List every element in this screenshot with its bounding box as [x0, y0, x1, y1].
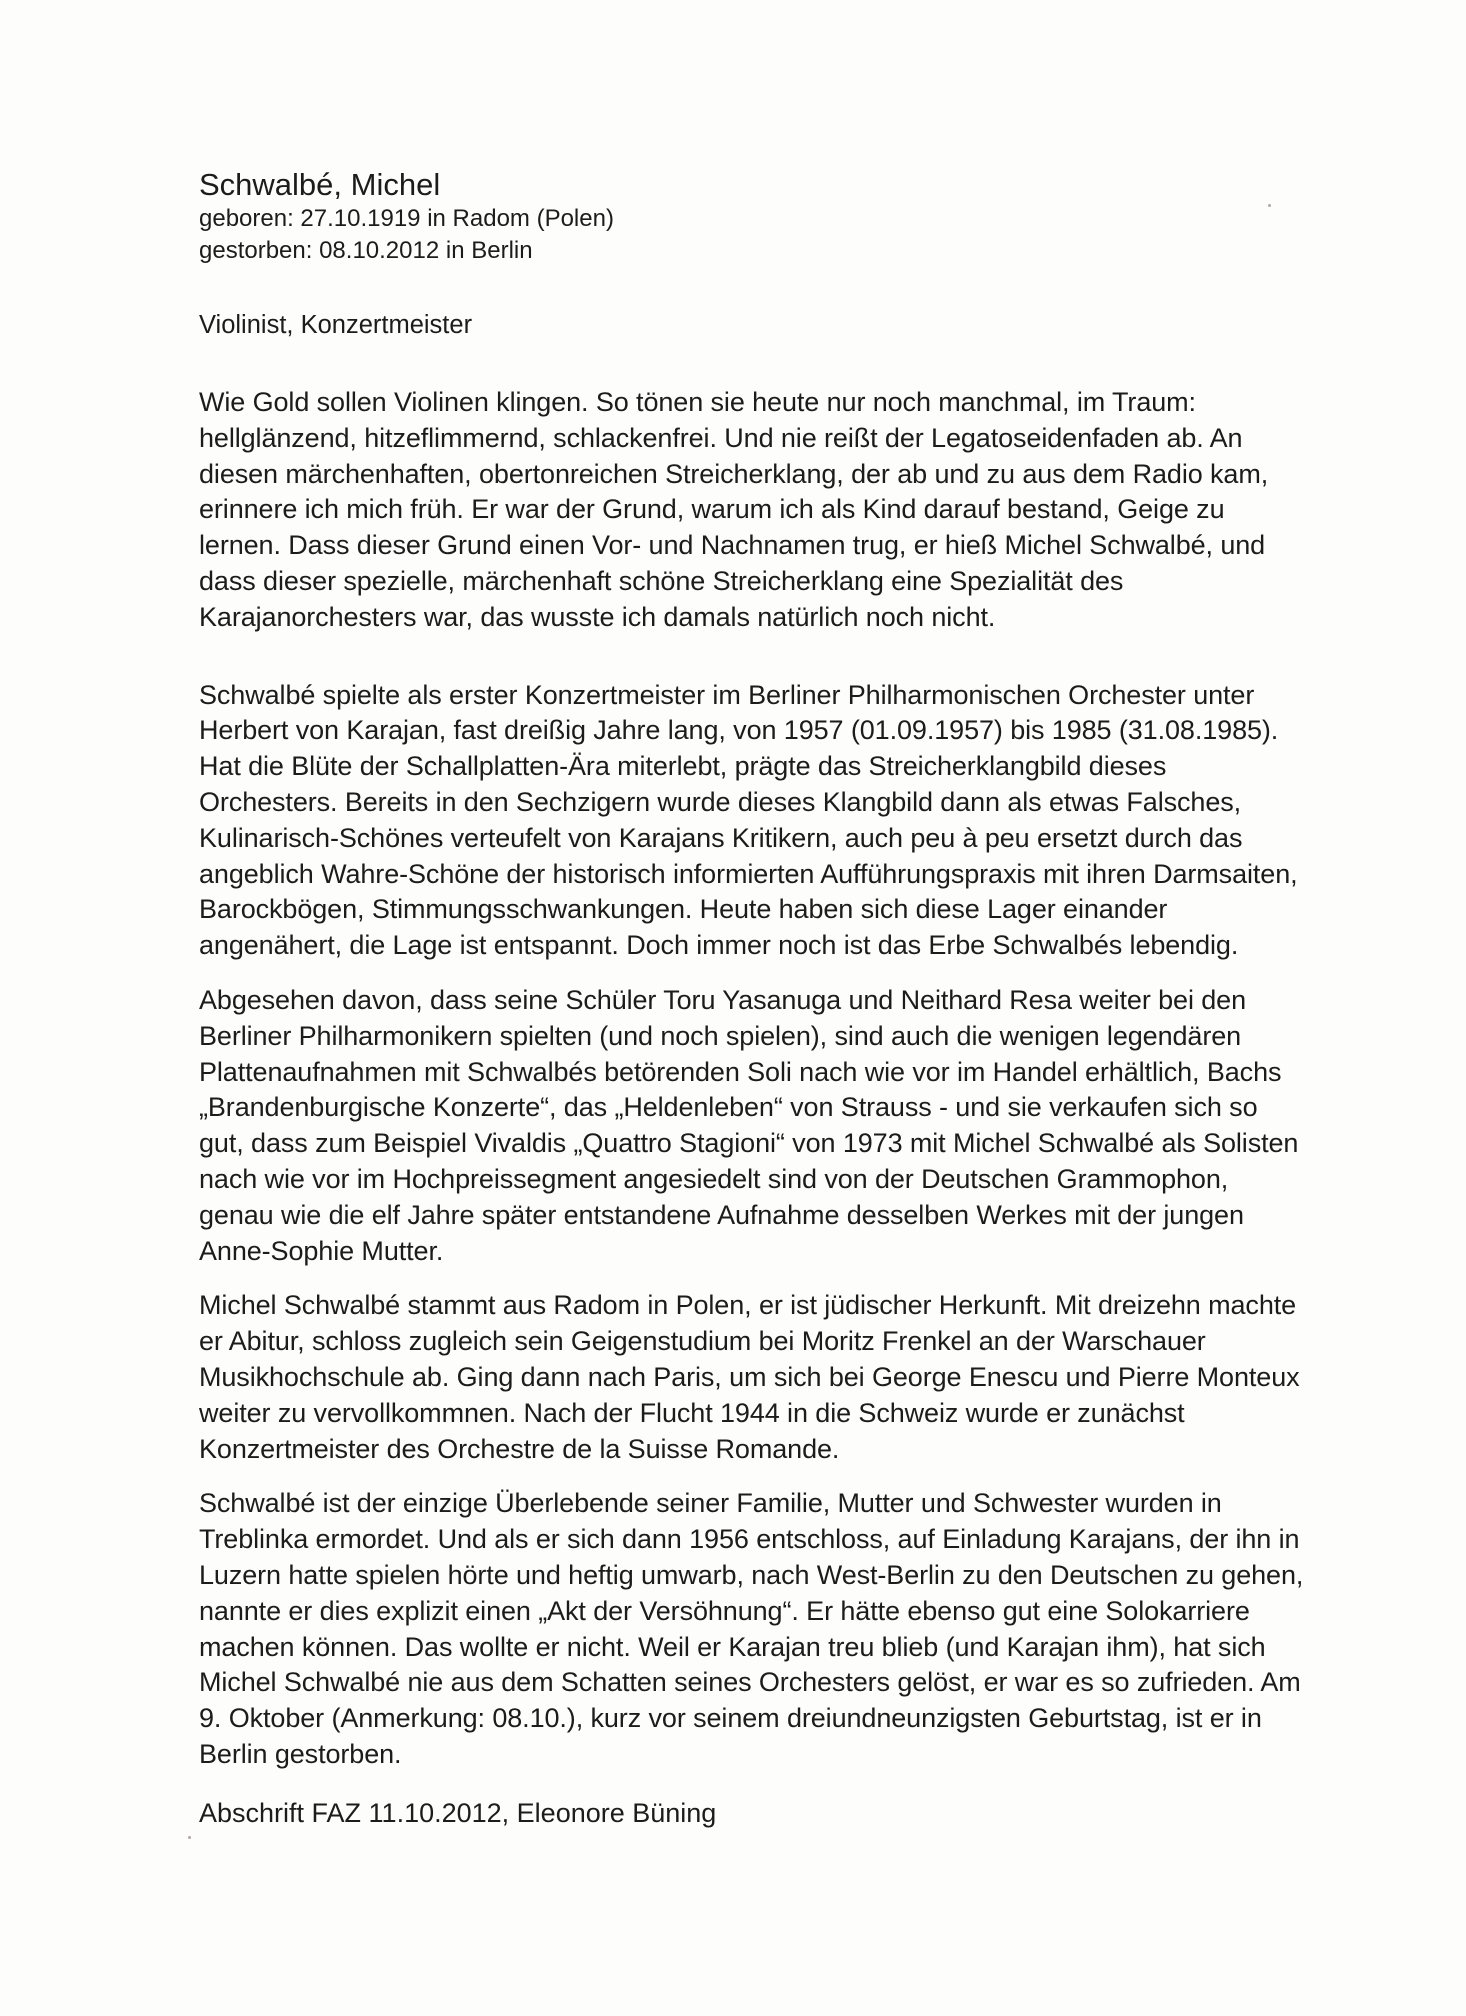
paragraph-intro: Wie Gold sollen Violinen klingen. So tönen sie heute nur noch manchmal, im Traum: hellglänzend, hitzeflimmernd, schlackenfrei. Und nie reißt der Legatoseidenfaden ab. An diesen märchenhaften, obertonreichen Streicherklang, der ab und zu aus dem Radio kam, erinnere ich mich früh. Er war der Grund, warum ich als Kind darauf bestand, Geige zu lernen. Dass dieser Grund einen Vor- und Nachnamen trug, er hieß Michel Schwalbé, und dass dieser spezielle, märchenhaft schöne Streicherklang eine Spezialität des Karajanorchesters war, das wusste ich damals natürlich noch nicht. — [199, 387, 1269, 632]
profession-line: Violinist, Konzertmeister — [199, 311, 473, 339]
paragraph-origin: Michel Schwalbé stammt aus Radom in Polen, er ist jüdischer Herkunft. Mit dreizehn machte er Abitur, schloss zugleich sein Geigenstudium bei Moritz Frenkel an der Warschauer Musikhochschule ab. Ging dann nach Paris, um sich bei George Enescu und Pierre Monteux weiter zu vervollkommnen. Nach der Flucht 1944 in die Schweiz wurde er zunächst Konzertmeister des Orchestre de la Suisse Romande. — [199, 1290, 1300, 1464]
paragraph-career: Schwalbé spielte als erster Konzertmeister im Berliner Philharmonischen Orchester unter Herbert von Karajan, fast dreißig Jahre lang, von 1957 (01.09.1957) bis 1985 (31.08.1985). Hat die Blüte der Schallplatten-Ära miterlebt, prägte das Streicherklangbild dieses Orchesters. Bereits in den Sechzigern wurde dieses Klangbild dann als etwas Falsches, Kulinarisch-Schönes verteufelt von Karajans Kritikern, auch peu à peu ersetzt durch das angeblich Wahre-Schöne der historisch informierten Aufführungspraxis mit ihren Darmsaiten, Barockbögen, Stimmungsschwankungen. Heute haben sich diese Lager einander angenähert, die Lage ist entspannt. Doch immer noch ist das Erbe Schwalbés lebendig. — [199, 679, 1298, 961]
document-body — [199, 167, 1309, 1858]
scan-speck — [188, 1836, 191, 1839]
birth-line: geboren: 27.10.1919 in Radom (Polen) — [199, 205, 614, 232]
person-name: Schwalbé, Michel — [199, 167, 441, 202]
paragraph-family: Schwalbé ist der einzige Überlebende seiner Familie, Mutter und Schwester wurden in Treblinka ermordet. Und als er sich dann 1956 entschloss, auf Einladung Karajans, der ihn in Luzern hatte spielen hörte und heftig umwarb, nach West-Berlin zu den Deutschen zu gehen, nannte er dies explizit einen „Akt der Versöhnung“. Er hätte ebenso gut eine Solokarriere machen können. Das wollte er nicht. Weil er Karajan treu blieb (und Karajan ihm), hat sich Michel Schwalbé nie aus dem Schatten seines Orchesters gelöst, er war es so zufrieden. Am 9. Oktober (Anmerkung: 08.10.), kurz vor seinem dreiundneunzigsten Geburtstag, ist er in Berlin gestorben. — [199, 1488, 1304, 1769]
source-citation: Abschrift FAZ 11.10.2012, Eleonore Büning — [199, 1797, 717, 1828]
death-line: gestorben: 08.10.2012 in Berlin — [199, 237, 533, 264]
paragraph-recordings: Abgesehen davon, dass seine Schüler Toru Yasanuga und Neithard Resa weiter bei den Berliner Philharmonikern spielten (und noch spielen), sind auch die wenigen legendären Plattenaufnahmen mit Schwalbés betörenden Soli nach wie vor im Handel erhältlich, Bachs „Brandenburgische Konzerte“, das „Heldenleben“ von Strauss - und sie verkaufen sich so gut, dass zum Beispiel Vivaldis „Quattro Stagioni“ von 1973 mit Michel Schwalbé als Solisten nach wie vor im Hochpreissegment angesiedelt sind von der Deutschen Grammophon, genau wie die elf Jahre später entstandene Aufnahme desselben Werkes mit der jungen Anne-Sophie Mutter. — [199, 984, 1299, 1266]
